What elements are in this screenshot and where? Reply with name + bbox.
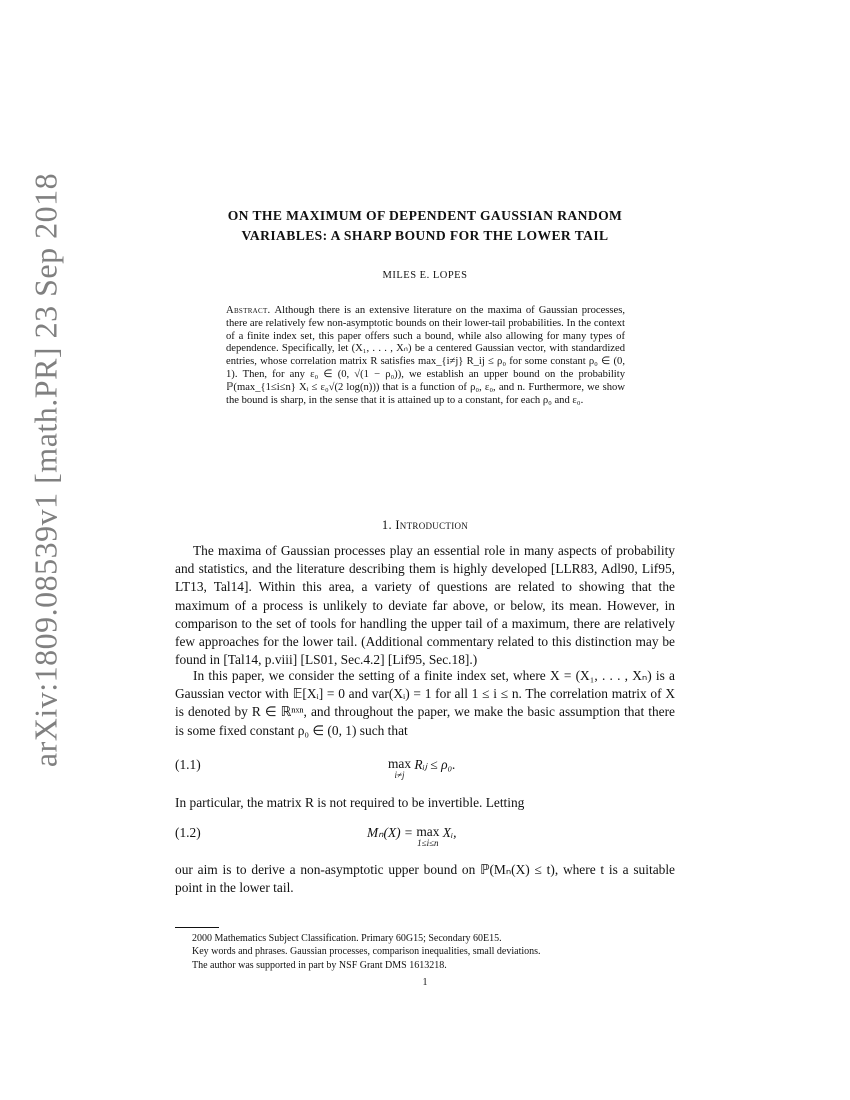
intro-paragraph-1: The maxima of Gaussian processes play an essential role in many aspects of probability and statistics, and the literature describing them is highly developed [LLR83, Adl90, Lif95, LT13, Tal14]. Within this area, a variety of questions are related to showing that the maximum of a process is unlikely to deviate far above, or below, its mean. However, in comparison to the set of tools for handling the upper tail of a maximum, there are relatively few approaches for the lower tail. (Additional commentary related to this distinction may be found in [Tal14, p.viii] [LS01, Sec.4.2] [Lif95, Sec.18].) — [175, 543, 675, 668]
equation-body — [367, 825, 456, 848]
paper-title — [150, 206, 700, 246]
equation-rhs: Rᵢⱼ ≤ ρ₀. — [414, 757, 456, 772]
section-title: Introduction — [395, 518, 469, 532]
intro-paragraph-2: In this paper, we consider the setting of a finite index set, where X = (X₁, . . . , Xₙ) is a Gaussian vector with 𝔼[Xᵢ] = 0 and var(Xᵢ) = 1 for all 1 ≤ i ≤ n. The correlation matrix of X is denoted by R ∈ ℝⁿˣⁿ, and throughout the paper, we make the basic assumption that there is some fixed constant ρ₀ ∈ (0, 1) such that — [175, 668, 675, 738]
abstract — [226, 305, 625, 407]
equation-1-1 — [175, 757, 675, 781]
intro-paragraph-4: our aim is to derive a non-asymptotic upper bound on ℙ(Mₙ(X) ≤ t), where t is a suitable point in the lower tail. — [175, 862, 675, 896]
equation-body — [388, 757, 456, 780]
max-operator-subscript: 1≤i≤n — [417, 838, 439, 848]
equation-1-2 — [175, 825, 675, 849]
equation-lhs: Mₙ(X) = — [367, 825, 413, 840]
paper-title-line-1: ON THE MAXIMUM OF DEPENDENT GAUSSIAN RANDOM — [227, 208, 623, 223]
max-operator-text: max — [416, 824, 440, 839]
intro-paragraph-3: In particular, the matrix R is not required to be invertible. Letting — [175, 795, 525, 810]
footnote-keywords: Key words and phrases. Gaussian processes, comparison inequalities, small deviations. — [192, 946, 541, 958]
max-operator-subscript: i≠j — [394, 770, 405, 780]
equation-number: (1.2) — [175, 825, 201, 840]
section-number: 1. — [381, 518, 392, 532]
author-name: MILES E. LOPES — [382, 270, 468, 281]
max-operator-text: max — [388, 756, 412, 771]
footnotes — [192, 932, 672, 972]
footnote-funding: The author was supported in part by NSF Grant DMS 1613218. — [192, 959, 447, 971]
max-operator — [416, 825, 439, 848]
equation-rhs: Xᵢ, — [442, 825, 457, 840]
footnote-msc: 2000 Mathematics Subject Classification. Primary 60G15; Secondary 60E15. — [192, 933, 502, 944]
equation-number: (1.1) — [175, 757, 201, 772]
footnote-divider — [175, 927, 219, 928]
arxiv-identifier-text: arXiv:1809.08539v1 [math.PR] 23 Sep 2018 — [27, 172, 64, 768]
paper-title-line-2: VARIABLES: A SHARP BOUND FOR THE LOWER TAIL — [241, 228, 609, 243]
abstract-label: Abstract. — [226, 305, 271, 316]
page-number: 1 — [422, 977, 428, 988]
abstract-text: Although there is an extensive literature on the maxima of Gaussian processes, there are relatively few non-asymptotic bounds on their lower-tail probabilities. In the context of a finite index set, this paper offers such a bound, while also allowing for many types of dependence. Specifically, let (X₁, . . . , Xₙ) be a centered Gaussian vector, with standardized entries, whose correlation matrix R satisfies max_{i≠j} R_ij ≤ ρ₀ for some constant ρ₀ ∈ (0, 1). Then, for any ε₀ ∈ (0, √(1 − ρ₀)), we establish an upper bound on the probability ℙ(max_{1≤i≤n} Xᵢ ≤ ε₀√(2 log(n))) that is a function of ρ₀, ε₀, and n. Furthermore, we show the bound is sharp, in the sense that it is attained up to a constant, for each ρ₀ and ε₀. — [226, 305, 625, 406]
max-operator — [388, 757, 411, 780]
section-heading-introduction — [150, 518, 700, 533]
